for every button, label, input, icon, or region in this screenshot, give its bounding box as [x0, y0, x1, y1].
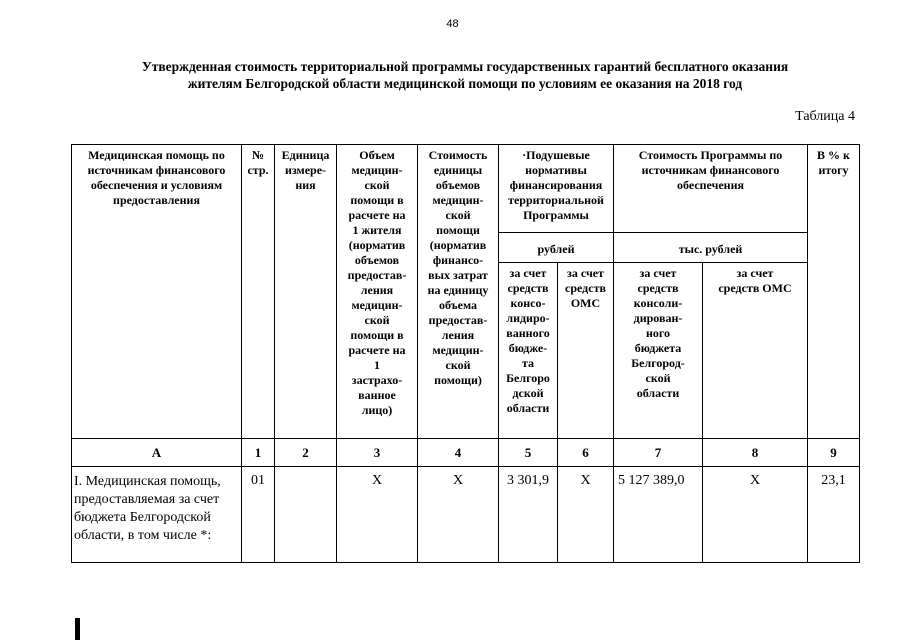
text-line: объема — [438, 298, 478, 312]
per-capita-oms-cell: X — [558, 467, 614, 563]
text-line: стр. — [247, 163, 269, 177]
text-line: медицин- — [432, 343, 484, 357]
text-line: (норматив — [429, 238, 487, 252]
text-line: средств ОМС — [718, 281, 792, 295]
text-line: медицин- — [351, 163, 403, 177]
unit-cell — [275, 467, 337, 563]
text-line: помощи в — [350, 328, 404, 342]
header-unit-cost-lines — [420, 148, 496, 388]
text-line: ления — [441, 328, 475, 342]
text-line: области, в том числе *: — [74, 528, 212, 543]
header-row-number-lines — [244, 148, 272, 178]
text-line: расчете на — [348, 343, 406, 357]
text-line: бюдже- — [508, 341, 548, 355]
text-line: единицы — [433, 163, 483, 177]
text-line: ного — [645, 326, 671, 340]
header-oms — [558, 263, 614, 439]
row-number-cell: 01 — [242, 467, 275, 563]
text-line: нормативы — [525, 163, 587, 177]
text-line: измере- — [284, 163, 327, 177]
header-unit-lines — [277, 148, 334, 193]
index-cell: 3 — [337, 439, 418, 467]
text-line: лидиро- — [506, 311, 550, 325]
index-cell: 8 — [703, 439, 808, 467]
text-line: средств — [637, 281, 679, 295]
table-row — [72, 467, 860, 563]
text-line: медицин- — [351, 298, 403, 312]
program-oms-cell: X — [703, 467, 808, 563]
text-line: та — [521, 356, 535, 370]
header-per-capita — [499, 145, 614, 233]
text-line: ния — [295, 178, 316, 192]
header-row-number — [242, 145, 275, 439]
text-line: 1 жителя — [352, 223, 402, 237]
text-line: ской — [364, 313, 390, 327]
header-care-type — [72, 145, 242, 439]
row-label — [72, 467, 242, 563]
text-line: консоли- — [633, 296, 683, 310]
text-line: ванного — [506, 326, 550, 340]
program-budget-cell: 5 127 389,0 — [614, 467, 703, 563]
text-line: средств — [565, 281, 606, 295]
text-line: бюджета — [634, 341, 682, 355]
text-line: предоставляемая за счет — [74, 492, 220, 507]
header-consolidated-budget-thousands-lines — [616, 266, 700, 401]
page-number: 48 — [446, 18, 459, 30]
text-line: источникам финансового — [641, 163, 780, 177]
header-oms-thousands-lines — [705, 266, 805, 296]
text-line: Белгород- — [631, 356, 685, 370]
text-line: ления — [360, 283, 394, 297]
index-cell: 1 — [242, 439, 275, 467]
index-cell: А — [72, 439, 242, 467]
text-line: медицин- — [432, 193, 484, 207]
index-cell: 4 — [418, 439, 499, 467]
text-line: области — [506, 401, 550, 415]
text-line: ОМС — [570, 296, 601, 310]
header-program-cost-lines — [616, 148, 805, 193]
unit-cost-cell: X — [418, 467, 499, 563]
text-line: помощи) — [434, 373, 482, 387]
text-line: (норматив — [348, 238, 406, 252]
text-line: ской — [445, 208, 471, 222]
index-cell: 9 — [808, 439, 860, 467]
index-cell: 6 — [558, 439, 614, 467]
text-line: объемов — [435, 178, 481, 192]
header-percent-lines — [810, 148, 857, 178]
text-line: расчете на — [348, 208, 406, 222]
header-thousand-rubles: тыс. рублей — [614, 233, 808, 263]
text-line: предостав- — [428, 313, 488, 327]
text-line: Медицинская помощь по — [88, 148, 225, 162]
text-line: № — [251, 148, 265, 162]
text-line: помощи — [436, 223, 480, 237]
text-line: вых затрат — [428, 268, 488, 282]
index-cell: 2 — [275, 439, 337, 467]
text-line: Объем — [359, 148, 395, 162]
cost-table — [71, 144, 860, 563]
text-line: объемов — [354, 253, 400, 267]
percent-cell: 23,1 — [808, 467, 860, 563]
text-line: лицо) — [361, 403, 393, 417]
text-line: застрахо- — [351, 373, 403, 387]
text-line: ·Подушевые — [522, 148, 590, 162]
text-line: на единицу — [427, 283, 489, 297]
text-line: источникам финансового — [87, 163, 226, 177]
header-oms-thousands — [703, 263, 808, 439]
header-volume-lines — [339, 148, 415, 418]
text-line: итогу — [818, 163, 849, 177]
text-line: обеспечения — [677, 178, 744, 192]
header-per-capita-lines — [501, 148, 611, 223]
text-line: ской — [445, 358, 471, 372]
text-line: ской — [364, 178, 390, 192]
text-line: ской — [645, 371, 671, 385]
header-care-type-lines — [74, 148, 239, 208]
text-line: обеспечения и условиям — [90, 178, 223, 192]
table-label: Таблица 4 — [795, 109, 855, 124]
text-line: консо- — [510, 296, 546, 310]
header-consolidated-budget-thousands — [614, 263, 703, 439]
row-label-lines — [74, 473, 239, 545]
text-line: дской — [512, 386, 544, 400]
index-cell: 7 — [614, 439, 703, 467]
index-row — [72, 439, 860, 467]
text-line: I. Медицинская помощь, — [74, 474, 221, 489]
text-line: бюджета Белгородской — [74, 510, 211, 525]
text-line: 1 — [374, 358, 380, 372]
scan-margin-mark — [75, 618, 80, 640]
volume-cell: X — [337, 467, 418, 563]
text-line: за счет — [567, 266, 604, 280]
text-line: предоставления — [113, 193, 200, 207]
title-line-2: жителям Белгородской области медицинской помощи по условиям ее оказания на 2018 год — [187, 76, 743, 91]
header-consolidated-budget — [499, 263, 558, 439]
text-line: Единица — [281, 148, 330, 162]
index-cell: 5 — [499, 439, 558, 467]
text-line: за счет — [736, 266, 774, 280]
header-rubles: рублей — [499, 233, 614, 263]
text-line: помощи в — [350, 193, 404, 207]
text-line: финансирования — [509, 178, 603, 192]
text-line: Стоимость Программы по — [638, 148, 783, 162]
text-line: Программы — [523, 208, 589, 222]
header-oms-lines — [560, 266, 611, 311]
text-line: В % к — [817, 148, 850, 162]
text-line: области — [636, 386, 680, 400]
text-line: средств — [507, 281, 549, 295]
header-unit-cost — [418, 145, 499, 439]
text-line: Белгоро — [506, 371, 550, 385]
text-line: Стоимость — [428, 148, 488, 162]
header-consolidated-budget-lines — [501, 266, 555, 416]
text-line: за счет — [639, 266, 677, 280]
title-line-1: Утвержденная стоимость территориальной программы государственных гарантий бесплатного оказания — [141, 59, 789, 74]
text-line: дирован- — [633, 311, 683, 325]
header-volume — [337, 145, 418, 439]
text-line: за счет — [509, 266, 547, 280]
per-capita-budget-cell: 3 301,9 — [499, 467, 558, 563]
text-line: ванное — [358, 388, 396, 402]
text-line: финансо- — [432, 253, 484, 267]
document-title — [80, 58, 850, 92]
header-program-cost — [614, 145, 808, 233]
header-unit — [275, 145, 337, 439]
text-line: территориальной — [508, 193, 604, 207]
text-line: предостав- — [347, 268, 407, 282]
header-percent — [808, 145, 860, 439]
